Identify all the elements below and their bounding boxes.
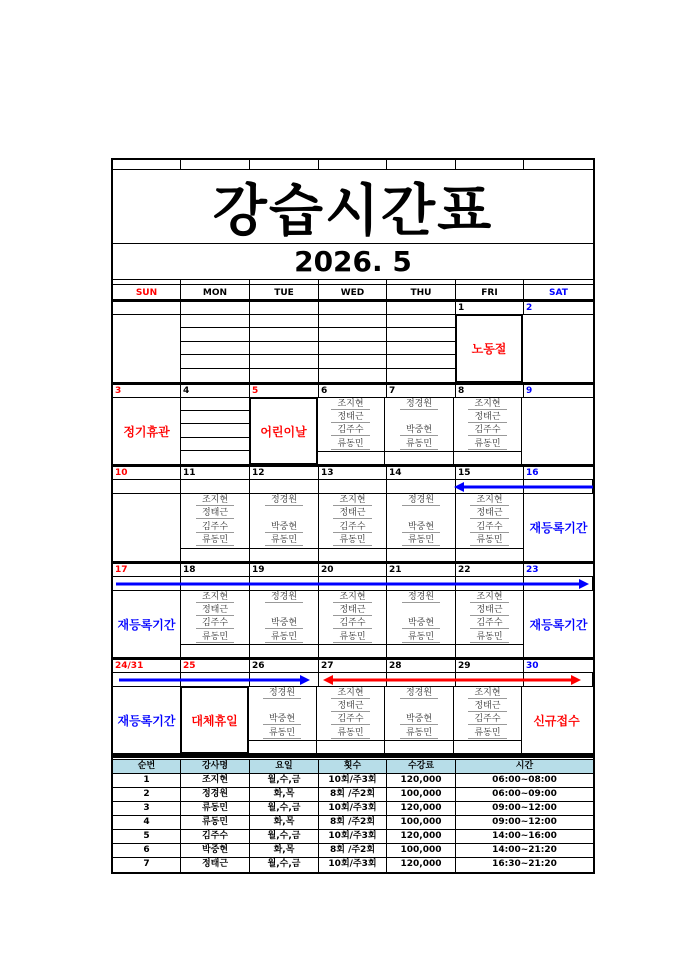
instructor-name: 정경원: [265, 592, 303, 603]
instructor-name: 정태근: [470, 605, 508, 616]
date-cell: [113, 302, 181, 314]
cell-days: 월,수,금: [250, 802, 319, 815]
cell-days: 월,수,금: [250, 858, 319, 872]
week-5: [113, 660, 593, 756]
day-mon: MON: [181, 285, 250, 299]
instructor-name: 류동민: [468, 439, 506, 450]
table-row: [113, 858, 593, 872]
reregistration-label: 재등록기간: [529, 521, 588, 535]
instructor-name: 조지현: [196, 495, 234, 506]
instructor-name: 류동민: [470, 535, 508, 546]
instructor-name: 정경원: [263, 688, 301, 699]
cell-no: 2: [113, 788, 181, 801]
date-cell: 2: [526, 303, 533, 313]
cell-time: 06:00~09:00: [492, 789, 557, 799]
holiday-label: 어린이날: [260, 424, 307, 439]
table-row: [113, 844, 593, 858]
instructor-name: 박중현: [400, 425, 438, 436]
cell-sessions: 10회/주3회: [319, 774, 387, 787]
cell-no: 3: [113, 802, 181, 815]
cell-instructor: 조지현: [181, 774, 250, 787]
cell-days: 월,수,금: [250, 830, 319, 843]
instructor-name: 김주수: [333, 522, 371, 533]
new-registration-label: 신규접수: [533, 713, 580, 728]
instructor-name: 조지현: [468, 688, 506, 699]
cell-days: 화,목: [250, 844, 319, 857]
instructor-name: 류동민: [470, 632, 508, 643]
cell-time: 06:00~08:00: [492, 775, 557, 785]
arrow-right-icon: [116, 578, 589, 590]
table-row: [113, 774, 593, 788]
instructor-name: 김주수: [331, 425, 369, 436]
instructor-name: 정경원: [265, 495, 303, 506]
instructor-name: 정태근: [196, 508, 234, 519]
cell-no: 1: [113, 774, 181, 787]
instructor-name: 조지현: [470, 592, 508, 603]
cell-fee: 120,000: [387, 830, 456, 843]
date-cell: 30: [526, 661, 539, 671]
instructor-name: 박중현: [263, 714, 301, 725]
date-cell: 4: [181, 385, 250, 397]
cell-fee: 120,000: [387, 858, 456, 872]
cell-fee: 100,000: [387, 816, 456, 829]
schedule-header-row: [113, 760, 593, 774]
instructor-name: 류동민: [402, 632, 440, 643]
table-row: [113, 816, 593, 830]
cell-sessions: 10회/주3회: [319, 858, 387, 872]
day-tue: TUE: [250, 285, 319, 299]
cell-sessions: 8회 /주2회: [319, 816, 387, 829]
date-cell: 21: [387, 564, 456, 576]
date-cell: 27: [319, 660, 387, 672]
instructor-name: 박중현: [400, 714, 438, 725]
cell-sessions: 10회/주3회: [319, 830, 387, 843]
cell-days: 월,수,금: [250, 774, 319, 787]
date-cell: [181, 302, 250, 314]
date-cell: [319, 302, 387, 314]
date-cell: 17: [113, 564, 181, 576]
cell-time: 16:30~21:20: [492, 859, 557, 869]
col-header-time: 시간: [515, 761, 534, 771]
cell-time: 09:00~12:00: [492, 817, 557, 827]
month-label: 2026. 5: [113, 244, 593, 280]
instructor-name: 류동민: [263, 728, 301, 739]
instructor-name: 류동민: [196, 535, 234, 546]
date-cell: 10: [113, 467, 181, 479]
instructor-name: 류동민: [331, 439, 369, 450]
date-cell: 14: [387, 467, 456, 479]
reregistration-label: 재등록기간: [529, 617, 588, 632]
cell-fee: 120,000: [387, 774, 456, 787]
reregistration-label: 재등록기간: [117, 617, 176, 632]
instructor-name: 정태근: [196, 605, 234, 616]
instructor-name: 정경원: [402, 495, 440, 506]
date-cell: 8: [456, 385, 524, 397]
table-row: [113, 802, 593, 816]
col-header-instructor: 강사명: [181, 760, 250, 773]
holiday-label: 노동절: [471, 342, 507, 356]
cell-instructor: 정태근: [181, 858, 250, 872]
date-cell: 22: [456, 564, 524, 576]
date-cell: 25: [181, 660, 250, 672]
arrow-right-icon: [119, 674, 310, 686]
week-2: [113, 385, 593, 467]
col-header-sessions: 횟수: [319, 760, 387, 773]
day-sat: SAT: [549, 288, 568, 298]
date-cell: 26: [250, 660, 319, 672]
instructor-name: 김주수: [331, 714, 369, 725]
date-cell: 15: [456, 467, 524, 479]
date-cell: 19: [250, 564, 319, 576]
cell-no: 6: [113, 844, 181, 857]
instructor-name: 류동민: [196, 632, 234, 643]
day-sun: SUN: [113, 285, 181, 299]
instructor-name: 김주수: [196, 618, 234, 629]
date-cell: 3: [113, 385, 181, 397]
cell-no: 5: [113, 830, 181, 843]
holiday-label: 대체휴일: [191, 713, 238, 728]
instructor-name: 류동민: [333, 632, 371, 643]
instructor-name: 김주수: [196, 522, 234, 533]
week-3: [113, 467, 593, 564]
double-arrow-icon: [323, 674, 581, 686]
instructor-name: 정태근: [468, 412, 506, 423]
instructor-name: 정경원: [402, 592, 440, 603]
instructor-name: 류동민: [400, 728, 438, 739]
date-cell: 28: [387, 660, 456, 672]
instructor-name: 김주수: [468, 425, 506, 436]
date-cell: [250, 302, 319, 314]
instructor-name: 류동민: [400, 439, 438, 450]
instructor-name: 조지현: [333, 592, 371, 603]
date-cell: 9: [526, 386, 533, 396]
instructor-name: 정태근: [333, 508, 371, 519]
instructor-name: 정태근: [468, 701, 506, 712]
closure-label: 정기휴관: [123, 424, 170, 439]
instructor-name: 정태근: [331, 412, 369, 423]
timetable-sheet: [111, 158, 595, 758]
cell-fee: 120,000: [387, 802, 456, 815]
cell-sessions: 8회 /주2회: [319, 844, 387, 857]
weekday-header: [113, 285, 593, 302]
day-wed: WED: [319, 285, 387, 299]
instructor-name: 조지현: [470, 495, 508, 506]
cell-instructor: 류동민: [181, 802, 250, 815]
date-cell: 29: [456, 660, 524, 672]
instructor-name: 정태근: [333, 605, 371, 616]
instructor-name: 류동민: [265, 632, 303, 643]
instructor-name: 조지현: [468, 399, 506, 410]
date-cell: 12: [250, 467, 319, 479]
date-cell: [387, 302, 456, 314]
day-fri: FRI: [456, 285, 524, 299]
col-header-no: 순번: [113, 760, 181, 773]
cell-sessions: 10회/주3회: [319, 802, 387, 815]
instructor-name: 조지현: [331, 688, 369, 699]
date-cell: 18: [181, 564, 250, 576]
cell-no: 4: [113, 816, 181, 829]
cell-fee: 100,000: [387, 788, 456, 801]
date-cell: 16: [526, 468, 539, 478]
instructor-name: 김주수: [470, 618, 508, 629]
instructor-name: 류동민: [265, 535, 303, 546]
instructor-name: 정경원: [400, 688, 438, 699]
top-spacer-row: [113, 160, 593, 170]
cell-instructor: 김주수: [181, 830, 250, 843]
week-4: [113, 564, 593, 660]
instructor-name: 조지현: [333, 495, 371, 506]
week-1: [113, 302, 593, 385]
instructor-name: 김주수: [333, 618, 371, 629]
instructor-name: 김주수: [468, 714, 506, 725]
day-thu: THU: [387, 285, 456, 299]
page-title: 강습시간표: [113, 170, 593, 244]
instructor-name: 조지현: [196, 592, 234, 603]
cell-time: 14:00~21:20: [492, 845, 557, 855]
instructor-name: 정태근: [331, 701, 369, 712]
cell-time: 09:00~12:00: [492, 803, 557, 813]
date-cell: 13: [319, 467, 387, 479]
date-cell: 11: [181, 467, 250, 479]
instructor-name: 박중현: [265, 618, 303, 629]
date-cell: 6: [319, 385, 387, 397]
instructor-name: 정경원: [400, 399, 438, 410]
cell-no: 7: [113, 858, 181, 872]
date-cell: 5: [250, 385, 319, 397]
instructor-name: 박중현: [265, 522, 303, 533]
cell-instructor: 정경원: [181, 788, 250, 801]
instructor-name: 박중현: [402, 522, 440, 533]
instructor-name: 류동민: [333, 535, 371, 546]
cell-sessions: 8회 /주2회: [319, 788, 387, 801]
cell-instructor: 류동민: [181, 816, 250, 829]
date-cell: 20: [319, 564, 387, 576]
instructor-name: 박중현: [402, 618, 440, 629]
instructor-name: 김주수: [470, 522, 508, 533]
cell-instructor: 박중현: [181, 844, 250, 857]
cell-fee: 100,000: [387, 844, 456, 857]
table-row: [113, 830, 593, 844]
instructor-schedule-table: [111, 750, 595, 874]
cell-days: 화,목: [250, 788, 319, 801]
date-cell: 23: [526, 565, 539, 575]
table-row: [113, 788, 593, 802]
date-cell: 1: [456, 302, 524, 314]
date-cell: 24/31: [113, 660, 181, 672]
cell-time: 14:00~16:00: [492, 831, 557, 841]
col-header-days: 요일: [250, 760, 319, 773]
cell-days: 화,목: [250, 816, 319, 829]
instructor-name: 류동민: [402, 535, 440, 546]
instructor-name: 조지현: [331, 399, 369, 410]
arrow-left-icon: [454, 481, 593, 493]
instructor-name: 류동민: [331, 728, 369, 739]
instructor-name: 정태근: [470, 508, 508, 519]
instructor-name: 류동민: [468, 728, 506, 739]
col-header-fee: 수강료: [387, 760, 456, 773]
reregistration-label: 재등록기간: [117, 713, 176, 728]
date-cell: 7: [387, 385, 456, 397]
